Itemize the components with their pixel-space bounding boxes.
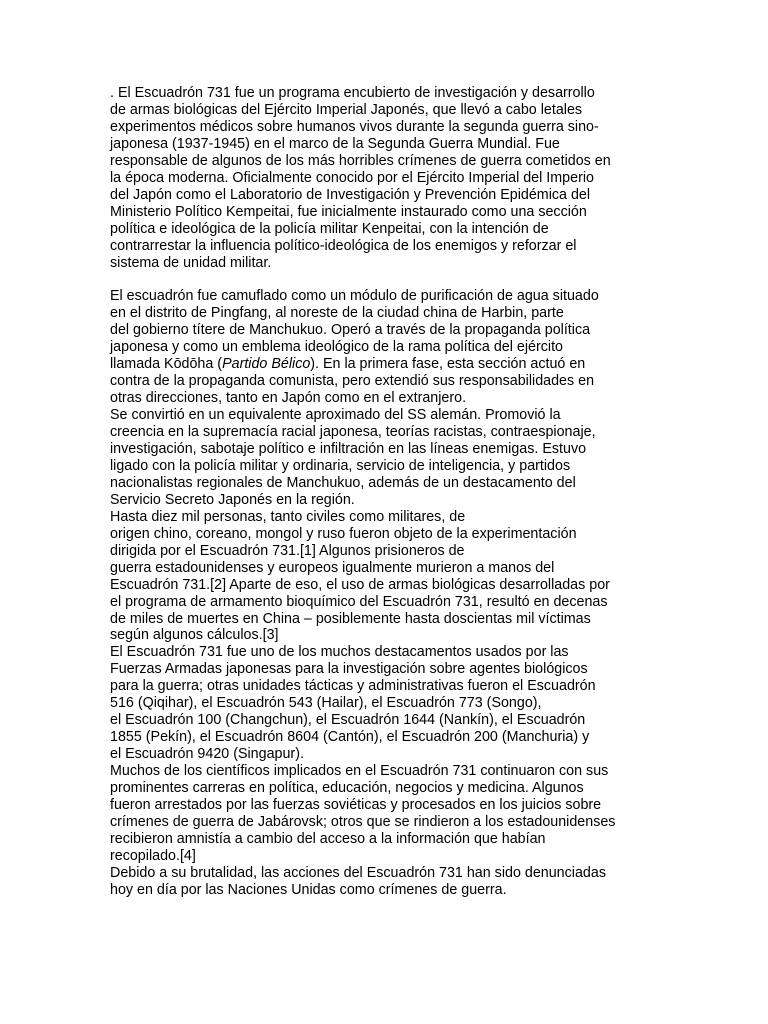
text-line: para la guerra; otras unidades tácticas y administrativas fueron el Escuadrón bbox=[110, 678, 596, 695]
text-line: 516 (Qiqihar), el Escuadrón 543 (Hailar), el Escuadrón 773 (Songo), bbox=[110, 695, 542, 712]
italic-term: Partido Bélico bbox=[222, 356, 311, 373]
text-line: recopilado.[4] bbox=[110, 847, 196, 864]
text-line: recibieron amnistía a cambio del acceso a la información que habían bbox=[110, 830, 546, 847]
text-line: dirigida por el Escuadrón 731.[1] Algunos prisioneros de bbox=[110, 542, 465, 559]
text-line: Servicio Secreto Japonés en la región. bbox=[110, 491, 355, 508]
text-line: Escuadrón 731.[2] Aparte de eso, el uso de armas biológicas desarrolladas por bbox=[110, 576, 610, 593]
text-line: contrarrestar la influencia político-ideológica de los enemigos y reforzar el bbox=[110, 237, 577, 254]
text-line: del Japón como el Laboratorio de Investigación y Prevención Epidémica del bbox=[110, 186, 591, 203]
text-line: del gobierno títere de Manchukuo. Operó a través de la propaganda política bbox=[110, 322, 591, 339]
text-line: experimentos médicos sobre humanos vivos durante la segunda guerra sino- bbox=[110, 118, 599, 135]
text-segment: ). En la primera fase, esta sección actuó en bbox=[310, 356, 586, 373]
text-line: 1855 (Pekín), el Escuadrón 8604 (Cantón), el Escuadrón 200 (Manchuria) y bbox=[110, 729, 590, 746]
text-line: Se convirtió en un equivalente aproximado del SS alemán. Promovió la bbox=[110, 407, 561, 424]
text-line: Ministerio Político Kempeitai, fue inicialmente instaurado como una sección bbox=[110, 203, 587, 220]
text-line: el Escuadrón 9420 (Singapur). bbox=[110, 746, 304, 763]
text-line: responsable de algunos de los más horribles crímenes de guerra cometidos en bbox=[110, 152, 611, 169]
text-line: de armas biológicas del Ejército Imperial Japonés, que llevó a cabo letales bbox=[110, 101, 583, 118]
text-line: prominentes carreras en política, educación, negocios y medicina. Algunos bbox=[110, 780, 584, 797]
text-line: japonesa (1937-1945) en el marco de la Segunda Guerra Mundial. Fue bbox=[110, 135, 560, 152]
paragraph-4 bbox=[110, 509, 670, 645]
text-line: investigación, sabotaje político e infiltración en las líneas enemigas. Estuvo bbox=[110, 441, 587, 457]
text-line: contra de la propaganda comunista, pero extendió sus responsabilidades en bbox=[110, 373, 595, 390]
text-line: otras direcciones, tanto en Japón como en el extranjero. bbox=[110, 390, 467, 407]
text-line: sistema de unidad militar. bbox=[110, 254, 272, 271]
text-segment: llamada Kōdōha ( bbox=[110, 356, 223, 373]
text-line: Muchos de los científicos implicados en el Escuadrón 731 continuaron con sus bbox=[110, 763, 609, 780]
text-line: japonesa y como un emblema ideológico de la rama política del ejército bbox=[110, 339, 563, 356]
text-line: El escuadrón fue camuflado como un módulo de purificación de agua situado bbox=[110, 288, 599, 305]
text-line: el Escuadrón 100 (Changchun), el Escuadrón 1644 (Nankín), el Escuadrón bbox=[110, 712, 586, 729]
text-line: Debido a su brutalidad, las acciones del Escuadrón 731 han sido denunciadas bbox=[110, 864, 606, 881]
text-line: en el distrito de Pingfang, al noreste de la ciudad china de Harbin, parte bbox=[110, 305, 564, 322]
text-line: el programa de armamento bioquímico del Escuadrón 731, resultó en decenas bbox=[110, 593, 608, 610]
text-line: creencia en la supremacía racial japonesa, teorías racistas, contraespionaje, bbox=[110, 424, 596, 441]
paragraph-2 bbox=[110, 288, 670, 407]
paragraph-spacer bbox=[110, 271, 670, 288]
text-line: nacionalistas regionales de Manchukuo, además de un destacamento del bbox=[110, 474, 576, 491]
text-line: de miles de muertes en China – posiblemente hasta doscientas mil víctimas bbox=[110, 610, 591, 627]
text-line: ligado con la policía militar y ordinaria, servicio de inteligencia, y partidos bbox=[110, 457, 571, 474]
text-line: fueron arrestados por las fuerzas soviéticas y procesados en los juicios sobre bbox=[110, 797, 602, 814]
text-line: El Escuadrón 731 fue uno de los muchos destacamentos usados por las bbox=[110, 644, 569, 661]
text-line: política e ideológica de la policía militar Kenpeitai, con la intención de bbox=[110, 220, 549, 237]
text-line: Hasta diez mil personas, tanto civiles como militares, de bbox=[110, 508, 466, 525]
text-line: la época moderna. Oficialmente conocido por el Ejército Imperial del Imperio bbox=[110, 169, 594, 186]
text-line: según algunos cálculos.[3] bbox=[110, 627, 279, 644]
text-line: Fuerzas Armadas japonesas para la investigación sobre agentes biológicos bbox=[110, 661, 588, 678]
text-line: guerra estadounidenses y europeos igualmente murieron a manos del bbox=[110, 559, 555, 576]
paragraph-6 bbox=[110, 763, 670, 865]
text-line bbox=[110, 356, 670, 373]
paragraph-3 bbox=[110, 407, 670, 509]
document-page bbox=[110, 85, 670, 899]
paragraph-5 bbox=[110, 644, 670, 763]
text-line: . El Escuadrón 731 fue un programa encubierto de investigación y desarrollo bbox=[110, 85, 595, 101]
text-line: crímenes de guerra de Jabárovsk; otros que se rindieron a los estadounidenses bbox=[110, 813, 616, 830]
paragraph-1 bbox=[110, 85, 670, 271]
paragraph-7 bbox=[110, 865, 670, 899]
text-line: hoy en día por las Naciones Unidas como crímenes de guerra. bbox=[110, 881, 507, 898]
text-line: origen chino, coreano, mongol y ruso fueron objeto de la experimentación bbox=[110, 525, 577, 542]
